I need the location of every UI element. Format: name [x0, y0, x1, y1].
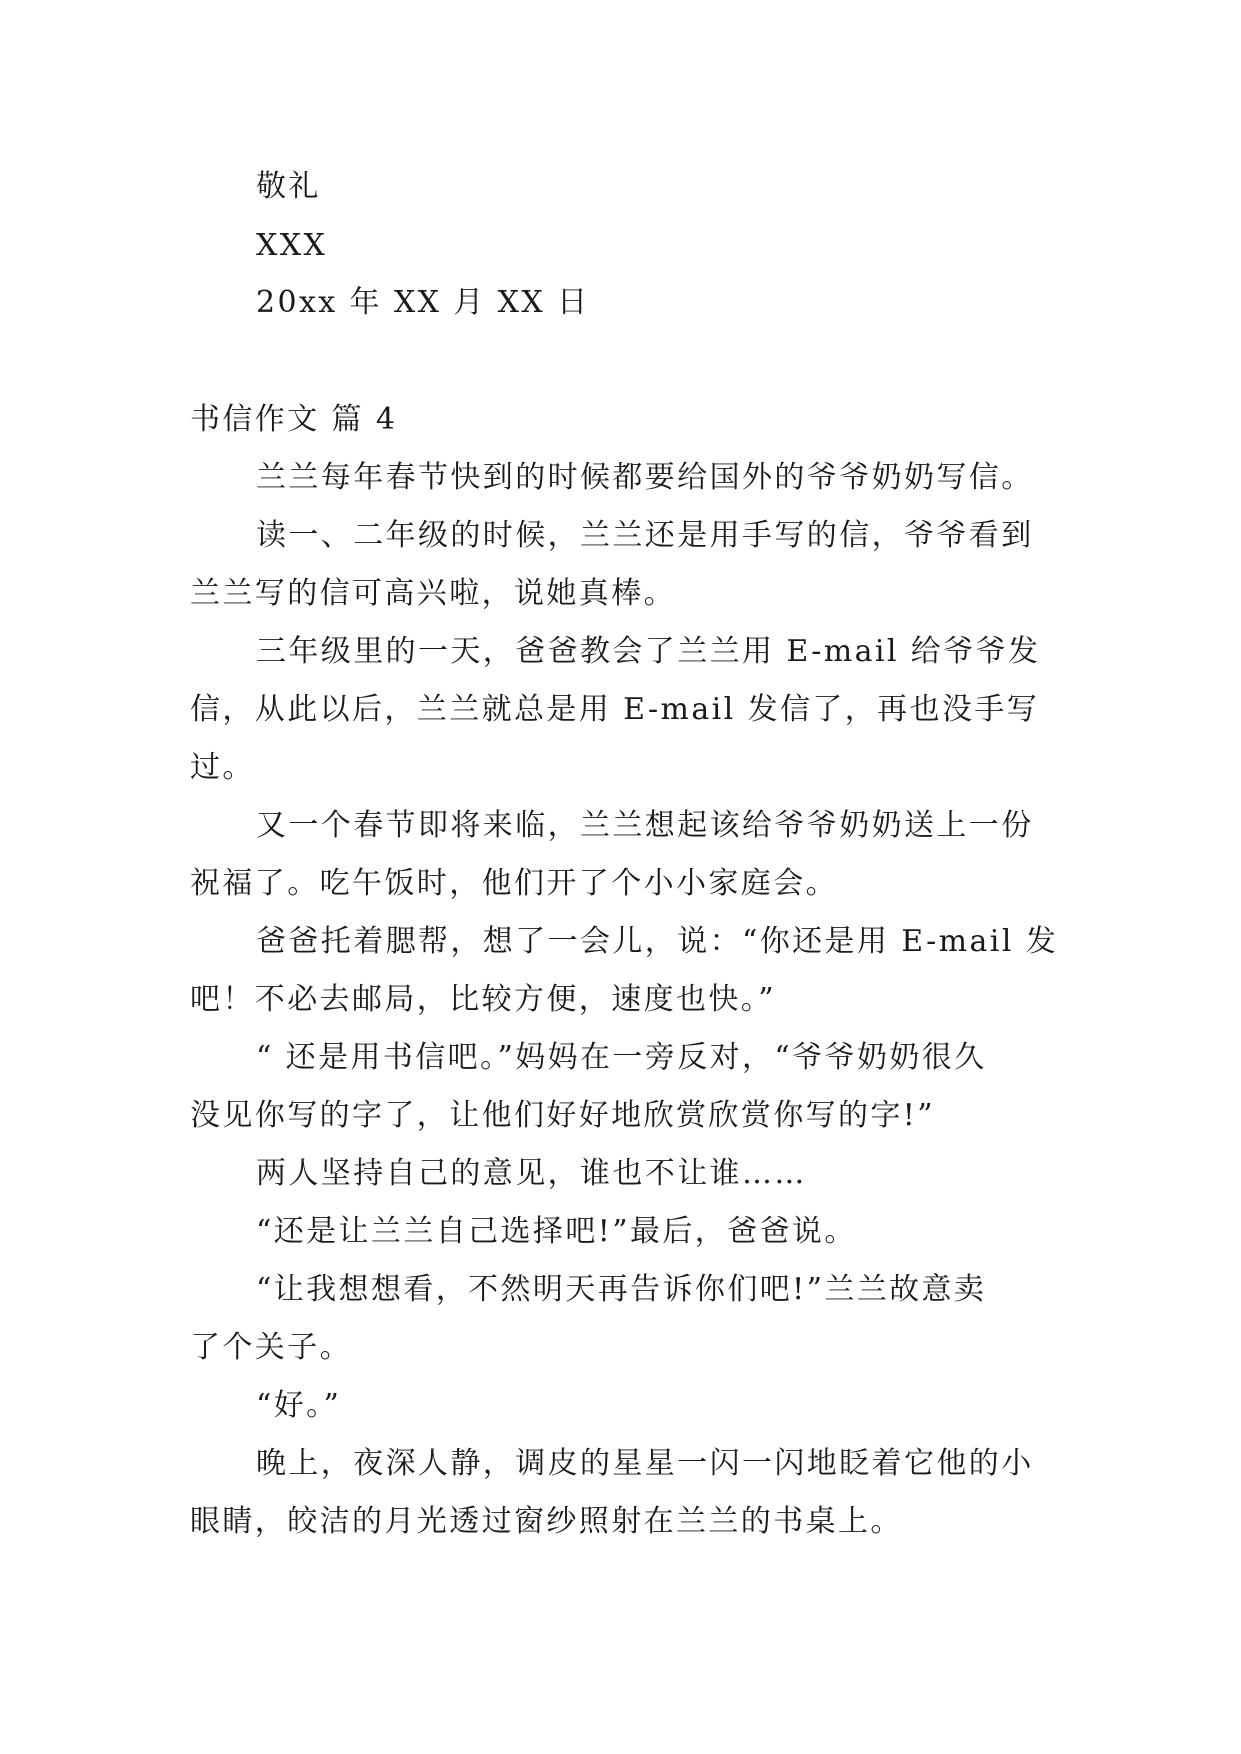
body-line: 过。 — [190, 750, 255, 785]
body-line: 晚上，夜深人静，调皮的星星一闪一闪地眨着它他的小 — [256, 1446, 1034, 1481]
body-line: 吧！不必去邮局，比较方便，速度也快。” — [190, 982, 776, 1017]
body-line: 了个关子。 — [190, 1330, 352, 1365]
body-line: “让我想想看，不然明天再告诉你们吧!”兰兰故意卖 — [256, 1272, 987, 1307]
body-line: 祝福了。吃午饭时，他们开了个小小家庭会。 — [190, 866, 838, 901]
body-line: 兰兰写的信可高兴啦，说她真棒。 — [190, 576, 676, 611]
body-line: 爸爸托着腮帮，想了一会儿，说：“你还是用 E-mail 发 — [256, 924, 1059, 959]
body-line: “还是让兰兰自己选择吧!”最后，爸爸说。 — [256, 1214, 857, 1249]
closing-date: 20xx 年 XX 月 XX 日 — [256, 285, 590, 320]
closing-signature: XXX — [256, 228, 328, 263]
body-line: 眼睛，皎洁的月光透过窗纱照射在兰兰的书桌上。 — [190, 1504, 903, 1539]
body-line: 两人坚持自己的意见，谁也不让谁…… — [256, 1156, 807, 1191]
body-line: “ 还是用书信吧。”妈妈在一旁反对，“爷爷奶奶很久 — [256, 1040, 987, 1075]
body-line: “好。” — [256, 1388, 342, 1423]
closing-salutation: 敬礼 — [256, 169, 321, 204]
body-line: 三年级里的一天，爸爸教会了兰兰用 E-mail 给爷爷发 — [256, 634, 1041, 669]
body-line: 没见你写的字了，让他们好好地欣赏欣赏你写的字!” — [190, 1098, 935, 1133]
section-heading: 书信作文 篇 4 — [190, 402, 398, 437]
body-line: 兰兰每年春节快到的时候都要给国外的爷爷奶奶写信。 — [256, 460, 1034, 495]
body-line: 又一个春节即将来临，兰兰想起该给爷爷奶奶送上一份 — [256, 808, 1034, 843]
body-line: 读一、二年级的时候，兰兰还是用手写的信，爷爷看到 — [256, 518, 1034, 553]
body-line: 信，从此以后，兰兰就总是用 E-mail 发信了，再也没手写 — [190, 692, 1040, 727]
